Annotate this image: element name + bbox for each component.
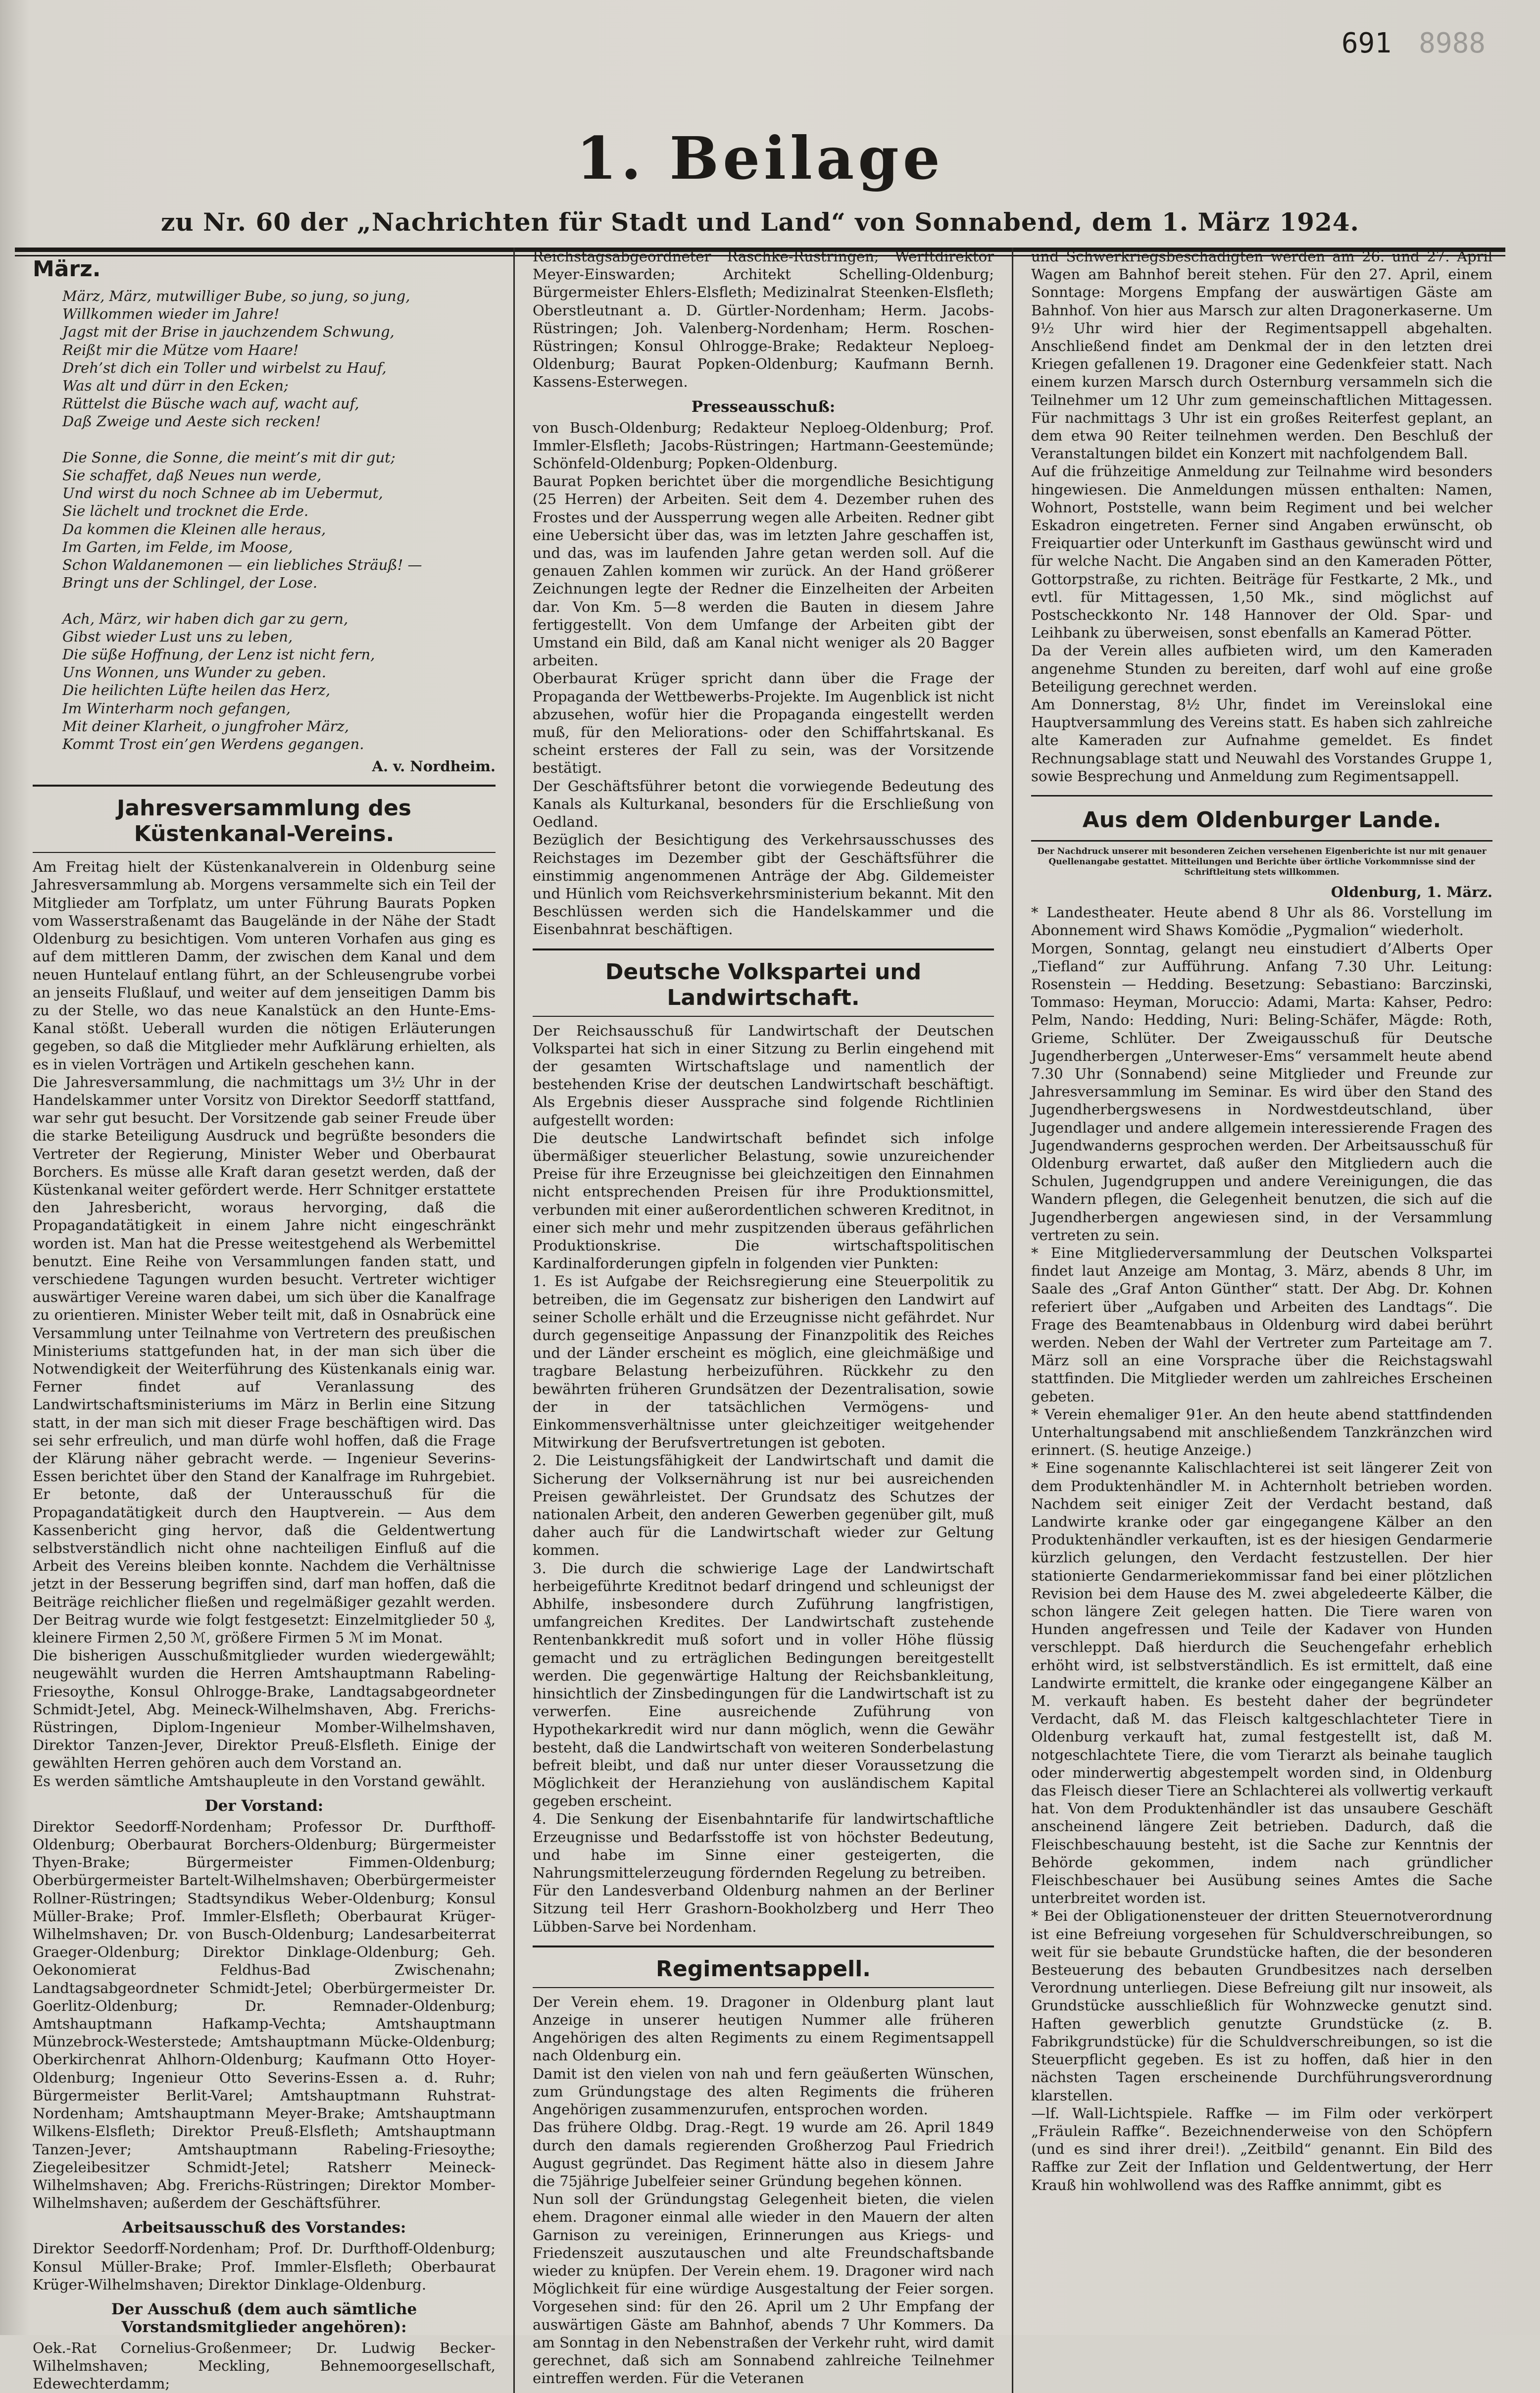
press-heading: Presseausschuß:: [691, 398, 836, 416]
column-1: [15, 248, 513, 2393]
section-divider: [33, 785, 496, 787]
local-section-title: Aus dem Oldenburger Lande.: [1082, 807, 1441, 833]
title-underline: [533, 1987, 994, 1988]
poem-title: März.: [33, 256, 101, 282]
dateline: Oldenburg, 1. März.: [1331, 884, 1492, 901]
press-body: von Busch-Oldenburg; Redakteur Neploeg-Oldenburg; Prof. Immler-Elsfleth; Jacobs-Rüstringen; Hartmann-Geestemünde; Schönfeld-Oldenburg; Popken-Oldenburg. Baurat Popken berichtet über die morgendliche Besichtigung (25 Herren) der Arbeiten. Seit dem 4. Dezember ruhen des Frostes und der Aussperrung wegen alle Arbeiten. Redner gibt eine Uebersicht über das, was im letzten Jahre geschaffen ist, und das, was im laufenden Jahre getan werden soll. Auf die genauen Zahlen kommen wir zurück. An der Hand größerer Zeichnungen legte der Redner die Einzelheiten der Arbeiten dar. Von Km. 5—8 werden die Bauten in diesem Jahre fertiggestellt. Von dem Umfange der Arbeiten gibt der Umstand ein Bild, daß am Kanal nicht weniger als 20 Bagger arbeiten. Oberbaurat Krüger spricht dann über die Frage der Propaganda der Wettbewerbs-Projekte. Im Augenblick ist nicht abzusehen, wofür hier die Propaganda eingestellt werden muß, für den Meliorations- oder den Schiffahrtskanal. Es scheint ersteres der Fall zu sein, was der Vorsitzende bestätigt. Der Geschäftsführer betont die vorwiegende Bedeutung des Kanals als Kulturkanal, besonders für die Erschließung von Oedland. Bezüglich der Besichtigung des Verkehrsausschusses des Reichstages im Dezember gibt der Geschäftsführer die einstimmig angenommenen Anträge der Abg. Gildemeister und Hünlich vom Reichsverkehrsministerium bekannt. Mit den Beschlüssen werden sich die Handelskammer und die Eisenbahnrat beschäftigen.: [533, 419, 994, 938]
poem-author: A. v. Nordheim.: [372, 758, 496, 775]
ausschuss-list: Oek.-Rat Cornelius-Großenmeer; Dr. Ludwig Becker-Wilhelmshaven; Meckling, Behnemoorgesellschaft, Edewechterdamm;: [33, 2339, 496, 2393]
masthead: [15, 124, 1505, 256]
article-body-kanal: Am Freitag hielt der Küstenkanalverein in Oldenburg seine Jahresversammlung ab. Morgens versammelte sich ein Teil der Mitglieder am Torfplatz, um unter Führung Baurats Popken vom Wasserstraßenamt das Baugelände in der Nähe der Stadt Oldenburg zu besichtigen. Vom unteren Vorhafen aus ging es auf dem mittleren Damm, der zwischen dem Kanal und dem neuen Huntelauf entlang führt, an der Schleusengrube vorbei an jenseits Flußlauf, und weiter auf dem jenseitigen Damm bis zu der Stelle, wo das neue Kanalstück an den Hunte-Ems-Kanal stößt. Ueberall wurden die nötigen Erläuterungen gegeben, so daß die Mitglieder mehr Aufklärung erhielten, als es in vielen Vorträgen und Artikeln geschehen kann. Die Jahresversammlung, die nachmittags um 3½ Uhr in der Handelskammer unter Vorsitz von Direktor Seedorff stattfand, war sehr gut besucht. Der Vorsitzende gab seiner Freude über die starke Beteiligung Ausdruck und begrüßte besonders die Vertreter der Regierung, Minister Weber und Oberbaurat Borchers. Es müsse alle Kraft daran gesetzt werden, daß der Küstenkanal weiter gefördert werde. Herr Schnitger erstattete den Jahresbericht, woraus hervorging, daß die Propagandatätigkeit in einem Jahre nicht eingeschränkt worden ist. Man hat die Presse weitestgehend als Werbemittel benutzt. Eine Reihe von Versammlungen fanden statt, und verschiedene Tagungen wurden besucht. Vertreter wichtiger auswärtiger Vereine waren dabei, um sich über die Kanalfrage zu orientieren. Minister Weber teilt mit, daß in Osnabrück eine Versammlung unter Teilnahme von Vertretern des preußischen Ministeriums stattgefunden hat, in der man sich über die Notwendigkeit der Weiterführung des Küstenkanals einig war. Ferner findet auf Veranlassung des Landwirtschaftsministeriums im März in Berlin eine Sitzung statt, in der man sich mit dieser Frage beschäftigen wird. Das sei sehr erfreulich, und man dürfe wohl hoffen, daß die Frage der Klärung näher gebracht werde. — Ingenieur Severins-Essen berichtet über den Stand der Kanalfrage im Ruhrgebiet. Er betonte, daß der Unterausschuß für die Propagandatätigkeit durch den Hauptverein. — Aus dem Kassenbericht ging hervor, daß die Geldentwertung selbstverständlich nicht ohne nachteiligen Einfluß auf die Arbeit des Vereins bleiben konnte. Nachdem die Verhältnisse jetzt in der Besserung begriffen sind, darf man hoffen, daß die Beiträge reichlicher fließen und regelmäßiger gezahlt werden. Der Beitrag wurde wie folgt festgesetzt: Einzelmitglieder 50 ₰, kleinere Firmen 2,50 ℳ, größere Firmen 5 ℳ im Monat. Die bisherigen Ausschußmitglieder wurden wiedergewählt; neugewählt wurden die Herren Amtshauptmann Rabeling-Friesoythe, Konsul Ohlrogge-Brake, Landtagsabgeordneter Schmidt-Jetel, Abg. Meineck-Wilhelmshaven, Abg. Frerichs-Rüstringen, Diplom-Ingenieur Momber-Wilhelmshaven, Direktor Tanzen-Jever, Direktor Preuß-Elsfleth. Einige der gewählten Herren gehören auch dem Vorstand an. Es werden sämtliche Amtshaupleute in den Vorstand gewählt.: [33, 858, 496, 1790]
column-2: [513, 248, 1012, 2393]
article-title-regiment: Regimentsappell.: [656, 1956, 871, 1982]
local-news-body: * Landestheater. Heute abend 8 Uhr als 86. Vorstellung im Abonnement wird Shaws Komödie „Pygmalion“ wiederholt. Morgen, Sonntag, gelangt neu einstudiert d’Alberts Oper „Tiefland“ zur Aufführung. Anfang 7.30 Uhr. Leitung: Rosenstein — Hedding. Besetzung: Sebastiano: Barczinski, Tommaso: Heyman, Moruccio: Adami, Marta: Kahser, Pedro: Pelm, Nando: Hedding, Nuri: Beling-Schäfer, Mägde: Roth, Grieme, Schlüter. Der Zweigausschuß für Deutsche Jugendherbergen „Unterweser-Ems“ versammelt heute abend 7.30 Uhr (Sonnabend) seine Mitglieder und Freunde zur Jahresversammlung im Seminar. Es wird über den Stand des Jugendherbergswesens in Nordwestdeutschland, über Jugendlager und andere allgemein interessierende Fragen des Jugendwanderns gesprochen werden. Der Arbeitsausschuß für Oldenburg erwartet, daß außer den Mitgliedern auch die Schulen, Jugendgruppen und andere Vereinigungen, die das Wandern pflegen, die Gelegenheit benutzen, die sich auf die Jugendherbergen angewiesen sind, in der Versammlung vertreten zu sein. * Eine Mitgliederversammlung der Deutschen Volkspartei findet laut Anzeige am Montag, 3. März, abends 8 Uhr, im Saale des „Graf Anton Günther“ statt. Der Abg. Dr. Kohnen referiert über „Aufgaben und Arbeiten des Landtags“. Die Frage des Beamtenabbaus in Oldenburg wird dabei berührt werden. Neben der Wahl der Vertreter zum Parteitage am 7. März soll an eine Vorsprache über die Reichstagswahl stattfinden. Die Mitglieder werden um zahlreiches Erscheinen gebeten. * Verein ehemaliger 91er. An den heute abend stattfindenden Unterhaltungsabend mit anschließendem Tanzkränzchen wird erinnert. (S. heutige Anzeige.) * Eine sogenannte Kalischlachterei ist seit längerer Zeit von dem Produktenhändler M. in Achternholt betrieben worden. Nachdem seit einiger Zeit der Verdacht bestand, daß Landwirte kranke oder gar eingegangene Kälber an den Produktenhändler verkauften, ist es der hiesigen Gendarmerie kürzlich gelungen, den Verdacht festzustellen. Der hier stationierte Gendarmeriekommissar fand bei einer plötzlichen Revision bei dem Hause des M. zwei abgeledeerte Kälber, die schon längere Zeit gelegen hatten. Die Tiere waren von Hunden angefressen und Teile der Kadaver von Hunden verschleppt. Daß hierdurch die Seuchengefahr erheblich erhöht wird, ist selbstverständlich. Es ist ermittelt, daß eine Landwirte ermittelt, die kranke oder eingegangene Kälber an M. verkauft haben. Es besteht daher der begründeter Verdacht, daß M. das Fleisch kaltgeschlachteter Tiere in Oldenburg verkauft hat, zumal festgestellt ist, daß M. notgeschlachtete Tiere, die vom Tierarzt als beinahe tauglich oder minderwertig abgestempelt worden sind, in Oldenburg das Fleisch dieser Tiere an Schlachterei als vollwertig verkauft hat. Von dem Produktenhändler ist das unsaubere Geschäft anscheinend längere Zeit betrieben. Dadurch, daß die Fleischbeschauung besteht, ist die Sache zur Kenntnis der Behörde gekommen, indem nach gründlicher Fleischbeschauer bei Ausübung seines Amtes die Sache unterbreitet worden ist. * Bei der Obligationensteuer der dritten Steuernotverordnung ist eine Befreiung vorgesehen für Schuldverschreibungen, so weit für sie bebaute Grundstücke haften, die der besonderen Besteuerung des bebauten Grundbesitzes nach derselben Verordnung unterliegen. Diese Befreiung gilt nur insoweit, als Grundstücke ausschließlich für Wohnzwecke genutzt sind. Haften gewerblich genutzte Grundstücke (z. B. Fabrikgrundstücke) für die Schuldverschreibungen, so ist die Steuerpflicht gegeben. Es ist zu hoffen, daß hier in den nächsten Tagen erscheinende Durchführungsverordnung klarstellen. —lf. Wall-Lichtspiele. Raffke — im Film oder verkörpert „Fräulein Raffke“. Bezeichnenderweise von den Schöpfern (und es sind ihrer drei!). „Zeitbild“ genannt. Ein Bild des Raffke zur Zeit der Inflation und Geldentwertung, der Herr Krauß hin wohlwollend was des Raffke annimmt, gibt es: [1031, 904, 1492, 2194]
title-underline: [33, 852, 496, 853]
article-body-dvp: Der Reichsausschuß für Landwirtschaft der Deutschen Volkspartei hat sich in einer Sitzung zu Berlin eingehend mit der gesamten Wirtschaftslage und namentlich der bestehenden Krise der deutschen Landwirtschaft beschäftigt. Als Ergebnis dieser Aussprache sind folgende Richtlinien aufgestellt worden: Die deutsche Landwirtschaft befindet sich infolge übermäßiger steuerlicher Belastung, sowie unzureichender Preise für ihre Erzeugnisse bei gleichzeitigen den Einnahmen nicht entsprechenden Preisen für ihre Produktionsmittel, verbunden mit einer außerordentlichen schweren Kreditnot, in einer sich mehr und mehr zuspitzenden überaus gefährlichen Produktionskrise. Die wirtschaftspolitischen Kardinalforderungen gipfeln in folgenden vier Punkten: 1. Es ist Aufgabe der Reichsregierung eine Steuerpolitik zu betreiben, die im Gegensatz zur bisherigen den Landwirt auf seiner Scholle erhält und die Erzeugnisse nicht gefährdet. Nur durch gegenseitige Anpassung der Finanzpolitik des Reiches und der Länder erscheint es möglich, eine gleichmäßige und tragbare Belastung herbeizuführen. Rückkehr zu den bewährten früheren Grundsätzen der Dezentralisation, sowie der in der tatsächlichen Vermögens- und Einkommensverhältnisse unter gleichzeitiger weitgehender Mitwirkung der Berufsvertretungen ist geboten. 2. Die Leistungsfähigkeit der Landwirtschaft und damit die Sicherung der Volksernährung ist nur bei ausreichenden Preisen gewährleistet. Der Grundsatz des Schutzes der nationalen Arbeit, den anderen Gewerben gegenüber gilt, muß daher auch für die Landwirtschaft wieder zur Geltung kommen. 3. Die durch die schwierige Lage der Landwirtschaft herbeigeführte Kreditnot bedarf dringend und schleunigst der Abhilfe, insbesondere durch Zuführung langfristigen, umfangreichen Kredites. Der Landwirtschaft zustehende Rentenbankkredit muß sofort und in voller Höhe flüssig gemacht und zu erträglichen Bedingungen bereitgestellt werden. Die gegenwärtige Haltung der Reichsbankleitung, hinsichtlich der Zinsbedingungen für die Landwirtschaft ist zu verwerfen. Eine ausreichende Zuführung von Hypothekarkredit wird nur dann möglich, wenn die Gewähr besteht, daß die Landwirtschaft von weiteren Sonderbelastung befreit bleibt, und daß nur unter dieser Voraussetzung die Möglichkeit der Heranziehung von ausländischem Kapital gegeben erscheint. 4. Die Senkung der Eisenbahntarife für landwirtschaftliche Erzeugnisse und Bedarfsstoffe ist von höchster Bedeutung, und habe im Sinne einer gesteigerten, die Nahrungsmittelerzeugung fördernden Regelung zu betreiben. Für den Landesverband Oldenburg nahmen an der Berliner Sitzung teil Herr Grashorn-Bookholzberg und Herr Theo Lübben-Sarve bei Nordenham.: [533, 1022, 994, 1935]
ausschuss-heading: Der Ausschuß (dem auch sämtliche Vorstandsmitglieder angehören):: [111, 2300, 417, 2336]
section-divider: [533, 948, 994, 950]
regiment-continuation: und Schwerkriegsbeschädigten werden am 26. und 27. April Wagen am Bahnhof bereit stehen. Für den 27. April, einem Sonntage: Morgens Empfang der auswärtigen Gäste am Bahnhof. Von hier aus Marsch zur alten Dragonerkaserne. Um 9½ Uhr wird hier der Regimentsappell abgehalten. Anschließend findet am Denkmal der in den letzten drei Kriegen gefallenen 19. Dragoner eine Gedenkfeier statt. Nach einem kurzen Marsch durch Osternburg versammeln sich die Teilnehmer um 12 Uhr zum gemeinschaftlichen Mittagessen. Für nachmittags 3 Uhr ist ein großes Reiterfest geplant, an dem etwa 90 Reiter teilnehmen werden. Den Beschluß der Veranstaltungen bildet ein Konzert mit nachfolgendem Ball. Auf die frühzeitige Anmeldung zur Teilnahme wird besonders hingewiesen. Die Anmeldungen müssen enthalten: Namen, Wohnort, Poststelle, wann beim Regiment und bei welcher Eskadron eingetreten. Ferner sind Angaben erwünscht, ob Freiquartier oder Unterkunft im Gasthaus gewünscht wird und für welche Nacht. Die Angaben sind an den Kameraden Pötter, Gottorpstraße, zu richten. Beiträge für Festkarte, 2 Mk., und evtl. für Mittagessen, 1,50 Mk., sind möglichst auf Postscheckkonto Nr. 148 Hannover der Old. Spar- und Leihbank zu überweisen, sonst ebenfalls an Kamerad Pötter. Da der Verein alles aufbieten wird, um den Kameraden angenehme Stunden zu bereiten, darf wohl auf eine große Beteiligung gerechnet werden. Am Donnerstag, 8½ Uhr, findet im Vereinslokal eine Hauptversammlung des Vereins statt. Es haben sich zahlreiche alte Kameraden zur Aufnahme gemeldet. Es findet Rechnungsablage statt und Neuwahl des Vorstandes Gruppe 1, sowie Besprechung und Anmeldung zum Regimentsappell.: [1031, 248, 1492, 785]
local-section-header: [1031, 795, 1492, 842]
poem-text: März, März, mutwilliger Bube, so jung, so jung, Willkommen wieder im Jahre! Jagst mit der Brise in jauchzendem Schwung, Reißt mir die Mütze vom Haare! Dreh’st dich ein Toller und wirbelst zu Hauf, Was alt und dürr in den Ecken; Rüttelst die Büsche wach auf, wacht auf, Daß Zweige und Aeste sich recken! Die Sonne, die Sonne, die meint’s mit dir gut; Sie schaffet, daß Neues nun werde, Und wirst du noch Schnee ab im Uebermut, Sie lächelt und trocknet die Erde. Da kommen die Kleinen alle heraus, Im Garten, im Felde, im Moose, Schon Waldanemonen — ein liebliches Sträuß! — Bringt uns der Schlingel, der Lose. Ach, März, wir haben dich gar zu gern, Gibst wieder Lust uns zu leben, Die süße Hoffnung, der Lenz ist nicht fern, Uns Wonnen, uns Wunder zu geben. Die heilichten Lüfte heilen das Herz, Im Winterharm noch gefangen, Mit deiner Klarheit, o jungfroher März, Kommt Trost ein’gen Werdens gegangen.: [62, 288, 422, 753]
column-grid: [15, 248, 1510, 2393]
ausschuss-continuation: Reichstagsabgeordneter Raschke-Rüstringen; Werftdirektor Meyer-Einswarden; Architekt Schelling-Oldenburg; Bürgermeister Ehlers-Elsfleth; Medizinalrat Steenken-Elsfleth; Oberstleutnant a. D. Gürtler-Nordenham; Herm. Jacobs-Rüstringen; Joh. Valenberg-Nordenham; Herm. Roschen-Rüstringen; Konsul Ohlrogge-Brake; Redakteur Neploeg-Oldenburg; Baurat Popken-Oldenburg; Kaufmann Bernh. Kassens-Esterwegen.: [533, 248, 994, 391]
committee-heading: Arbeitsausschuß des Vorstandes:: [122, 2219, 406, 2237]
page-number: 691: [1341, 27, 1391, 59]
reprint-notice: Der Nachdruck unserer mit besonderen Zeichen versehenen Eigenberichte ist nur mit genauer Quellenangabe gestattet. Mitteilungen und Berichte über örtliche Vorkommnisse sind der Schriftleitung stets willkommen.: [1037, 847, 1487, 878]
supplement-title: 1. Beilage: [576, 124, 944, 193]
supplement-subtitle: zu Nr. 60 der „Nachrichten für Stadt und Land“ von Sonnabend, dem 1. März 1924.: [161, 207, 1359, 237]
board-heading: Der Vorstand:: [204, 1796, 324, 1815]
column-3: [1012, 248, 1510, 2393]
archive-stamp: 8988: [1419, 27, 1486, 59]
article-title-kanal: Jahresversammlung des Küstenkanal-Vereins.: [117, 796, 411, 847]
article-body-regiment: Der Verein ehem. 19. Dragoner in Oldenburg plant laut Anzeige in unserer heutigen Nummer alle früheren Angehörigen des alten Regiments zu einem Regimentsappell nach Oldenburg ein. Damit ist den vielen von nah und fern geäußerten Wünschen, zum Gründungstage des alten Regiments die früheren Angehörigen zusammenzurufen, entsprochen worden. Das frühere Oldbg. Drag.-Regt. 19 wurde am 26. April 1849 durch den damals regierenden Großherzog Paul Friedrich August gegründet. Das Regiment hätte also in diesem Jahre die 75jährige Jubelfeier seiner Gründung begehen können. Nun soll der Gründungstag Gelegenheit bieten, die vielen ehem. Dragoner einmal alle wieder in den Mauern der alten Garnison zu vereinigen, Erinnerungen aus Kriegs- und Friedenszeit auszutauschen und alte Freundschaftsbande wieder zu knüpfen. Der Verein ehem. 19. Dragoner wird nach Möglichkeit für eine würdige Ausgestaltung der Feier sorgen. Vorgesehen sind: für den 26. April um 2 Uhr Empfang der auswärtigen Gäste am Bahnhof, abends 7 Uhr Kommers. Da am Sonntag in den Nebenstraßen der Verkehr ruht, wird damit gerechnet, daß sich am Sonnabend zahlreiche Teilnehmer eintreffen werden. Für die Veteranen: [533, 1993, 994, 2387]
title-underline: [533, 1016, 994, 1017]
section-divider: [533, 1945, 994, 1947]
article-title-dvp: Deutsche Volkspartei und Landwirtschaft.: [605, 959, 922, 1010]
board-list: Direktor Seedorff-Nordenham; Professor Dr. Durfthoff-Oldenburg; Oberbaurat Borchers-Oldenburg; Bürgermeister Thyen-Brake; Bürgermeister Fimmen-Oldenburg; Oberbürgermeister Bartelt-Wilhelmshaven; Oberbürgermeister Rollner-Rüstringen; Stadtsyndikus Weber-Oldenburg; Konsul Müller-Brake; Prof. Immler-Elsfleth; Oberbaurat Krüger-Wilhelmshaven; Dr. von Busch-Oldenburg; Landesarbeiterrat Graeger-Oldenburg; Direktor Dinklage-Oldenburg; Geh. Oekonomierat Feldhus-Bad Zwischenahn; Landtagsabgeordneter Schmidt-Jetel; Oberbürgermeister Dr. Goerlitz-Oldenburg; Dr. Remnader-Oldenburg; Amtshauptmann Hafkamp-Vechta; Amtshauptmann Münzebrock-Westerstede; Amtshauptmann Mücke-Oldenburg; Oberkirchenrat Ahlhorn-Oldenburg; Kaufmann Otto Hoyer-Oldenburg; Ingenieur Otto Severins-Essen a. d. Ruhr; Bürgermeister Berlit-Varel; Amtshauptmann Ruhstrat-Nordenham; Amtshauptmann Meyer-Brake; Amtshauptmann Wilkens-Elsfleth; Direktor Preuß-Elsfleth; Amtshauptmann Tanzen-Jever; Amtshauptmann Rabeling-Friesoythe; Ziegeleibesitzer Schmidt-Jetel; Ratsherr Meineck-Wilhelmshaven; Abg. Frerichs-Rüstringen; Direktor Momber-Wilhelmshaven; außerdem der Geschäftsführer.: [33, 1818, 496, 2212]
committee-list: Direktor Seedorff-Nordenham; Prof. Dr. Durfthoff-Oldenburg; Konsul Müller-Brake; Prof. Immler-Elsfleth; Oberbaurat Krüger-Wilhelmshaven; Direktor Dinklage-Oldenburg.: [33, 2240, 496, 2293]
